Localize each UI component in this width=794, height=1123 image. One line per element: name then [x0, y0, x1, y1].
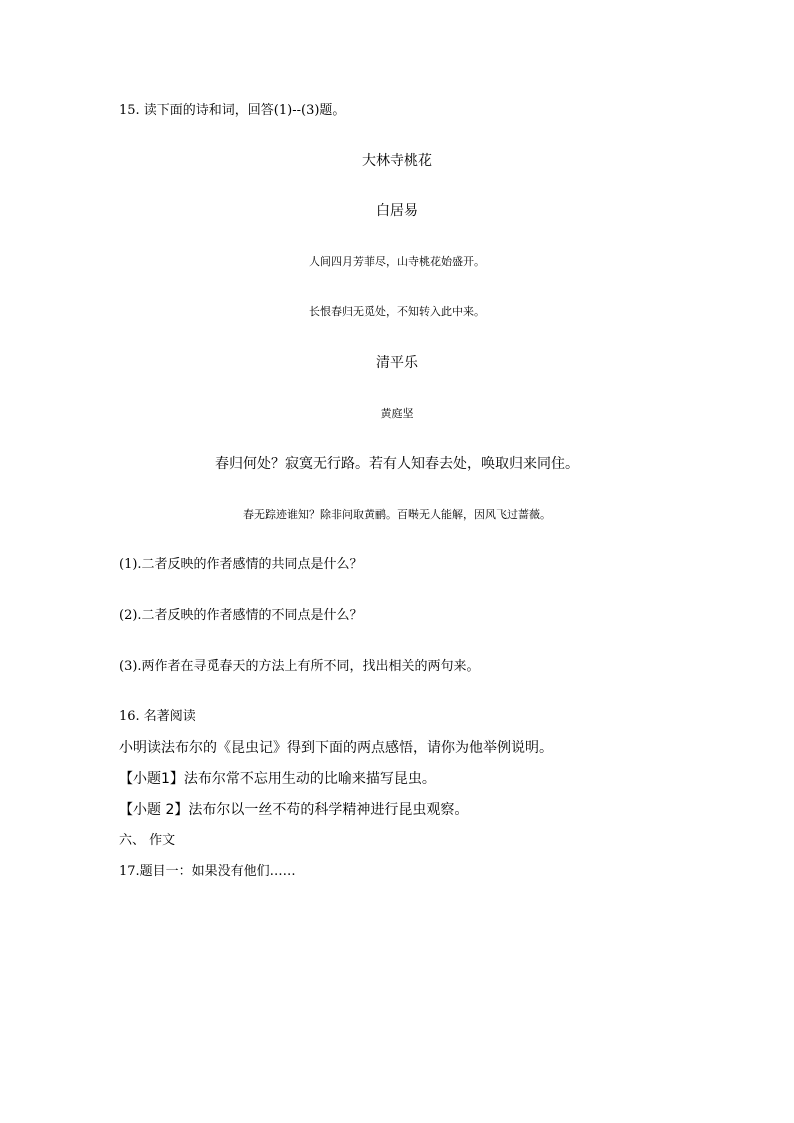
poem-2-line-1: 春归何处？寂寞无行路。若有人知春去处，唤取归来同住。 — [215, 456, 579, 472]
question-17-title: 17.题目一：如果没有他们…… — [119, 864, 296, 879]
poem-1-line-2: 长恨春归无觅处，不知转入此中来。 — [309, 305, 485, 318]
question-15-3: (3).两作者在寻觅春天的方法上有所不同，找出相关的两句来。 — [119, 659, 480, 674]
question-15-intro: 15. 读下面的诗和词，回答(1)--(3)题。 — [119, 103, 346, 118]
question-15-1: (1).二者反映的作者感情的共同点是什么？ — [119, 557, 363, 572]
question-16-sub-2: 【小题 2】法布尔以一丝不苟的科学精神进行昆虫观察。 — [119, 802, 469, 818]
poem-1-author: 白居易 — [376, 203, 418, 219]
question-16-prompt: 小明读法布尔的《昆虫记》得到下面的两点感悟，请你为他举例说明。 — [119, 740, 553, 756]
poem-2-author: 黄庭坚 — [380, 407, 414, 420]
question-16-title: 16. 名著阅读 — [119, 709, 196, 724]
question-15-2: (2).二者反映的作者感情的不同点是什么？ — [119, 608, 363, 623]
poem-2-line-2: 春无踪迹谁知？除非问取黄鹂。百啭无人能解，因风飞过蔷薇。 — [243, 508, 551, 521]
poem-1-line-1: 人间四月芳菲尽，山寺桃花始盛开。 — [309, 255, 485, 268]
poem-2-title: 清平乐 — [376, 355, 418, 371]
poem-1-title: 大林寺桃花 — [362, 153, 432, 169]
section-6-heading: 六、 作文 — [119, 833, 176, 848]
question-16-sub-1: 【小题1】法布尔常不忘用生动的比喻来描写昆虫。 — [119, 771, 436, 787]
